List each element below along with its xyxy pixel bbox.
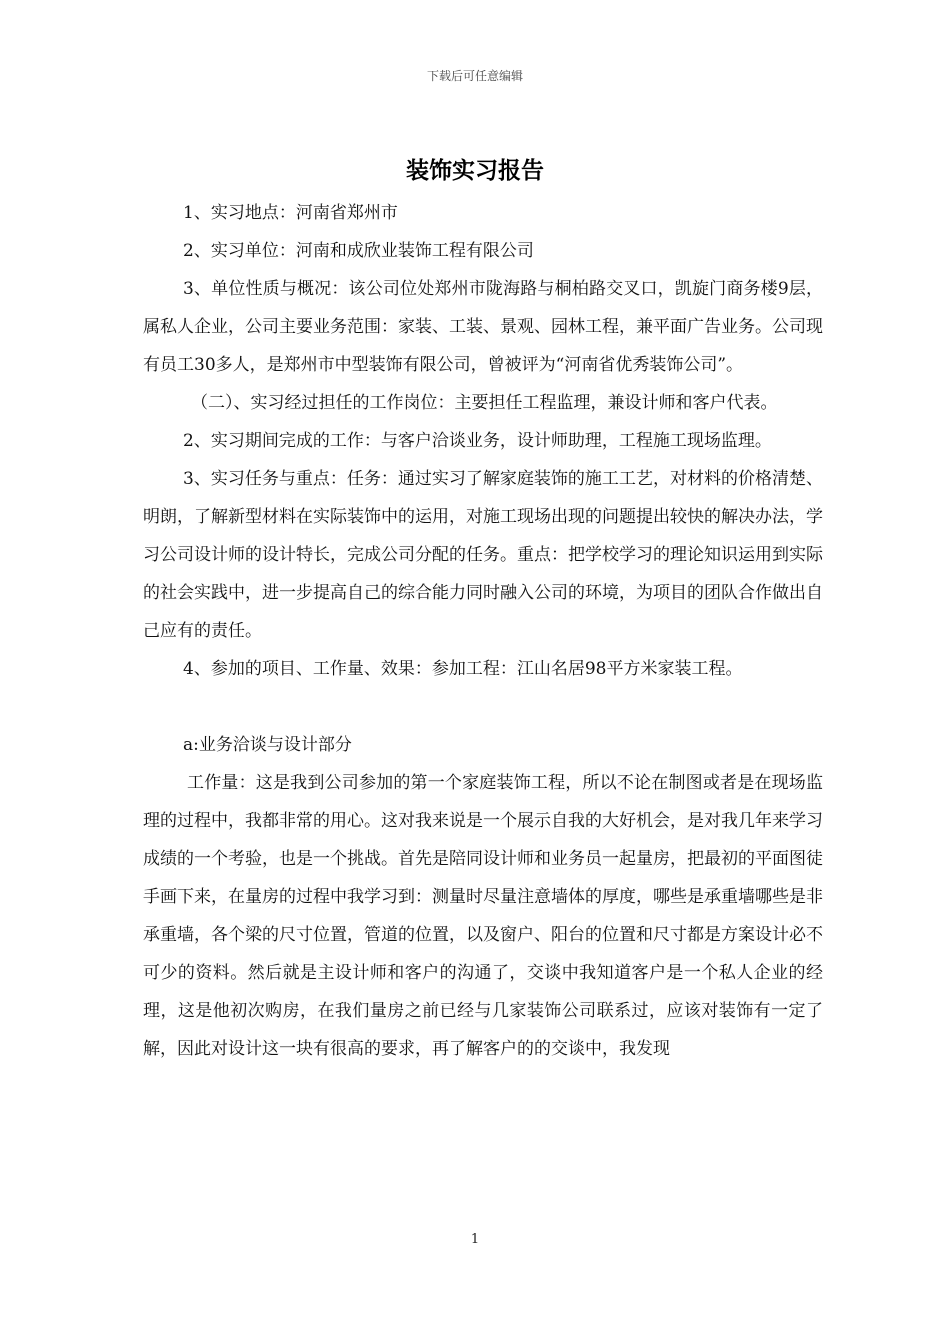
paragraph-tasks: 3、实习任务与重点：任务：通过实习了解家庭装饰的施工工艺，对材料的价格清楚、明朗，了解新型材料在实际装饰中的运用，对施工现场出现的问题提出较快的解决办法，学习公司设计师的设计特长，完成公司分配的任务。重点：把学校学习的理论知识运用到实际的社会实践中，进一步提高自己的综合能力同时融入公司的环境，为项目的团队合作做出自己应有的责任。 [143,469,823,641]
page-header: 下载后可任意编辑 [426,69,523,83]
paragraph-location: 1、实习地点：河南省郑州市 [183,203,398,223]
paragraph-position: （二）、实习经过担任的工作岗位：主要担任工程监理，兼设计师和客户代表。 [191,393,778,413]
page-number: 1 [470,1232,480,1247]
paragraph-projects: 4、参加的项目、工作量、效果：参加工程：江山名居98平方米家装工程。 [183,659,743,679]
paragraph-workload: 工作量：这是我到公司参加的第一个家庭装饰工程，所以不论在制图或者是在现场监理的过程中，我都非常的用心。这对我来说是一个展示自我的大好机会，是对我几年来学习成绩的一个考验，也是一个挑战。首先是陪同设计师和业务员一起量房，把最初的平面图徒手画下来，在量房的过程中我学习到：测量时尽量注意墙体的厚度，哪些是承重墙哪些是非承重墙，各个梁的尺寸位置，管道的位置，以及窗户、阳台的位置和尺寸都是方案设计必不可少的资料。然后就是主设计师和客户的沟通了，交谈中我知道客户是一个私人企业的经理，这是他初次购房，在我们量房之前已经与几家装饰公司联系过，应该对装饰有一定了解，因此对设计这一块有很高的要求，再了解客户的的交谈中，我发现 [143,773,823,1059]
section-heading-business: a:业务洽谈与设计部分 [183,735,352,755]
document-body [143,194,823,1068]
paragraph-company-overview: 3、单位性质与概况：该公司位处郑州市陇海路与桐柏路交叉口，凯旋门商务楼9层，属私人企业，公司主要业务范围：家装、工装、景观、园林工程，兼平面广告业务。公司现有员工30多人，是郑州市中型装饰有限公司，曾被评为“河南省优秀装饰公司”。 [143,279,823,375]
paragraph-work-done: 2、实习期间完成的工作：与客户洽谈业务，设计师助理，工程施工现场监理。 [183,431,772,451]
document-title: 装饰实习报告 [406,157,544,184]
paragraph-gap [143,688,823,726]
paragraph-unit: 2、实习单位：河南和成欣业装饰工程有限公司 [183,241,534,261]
